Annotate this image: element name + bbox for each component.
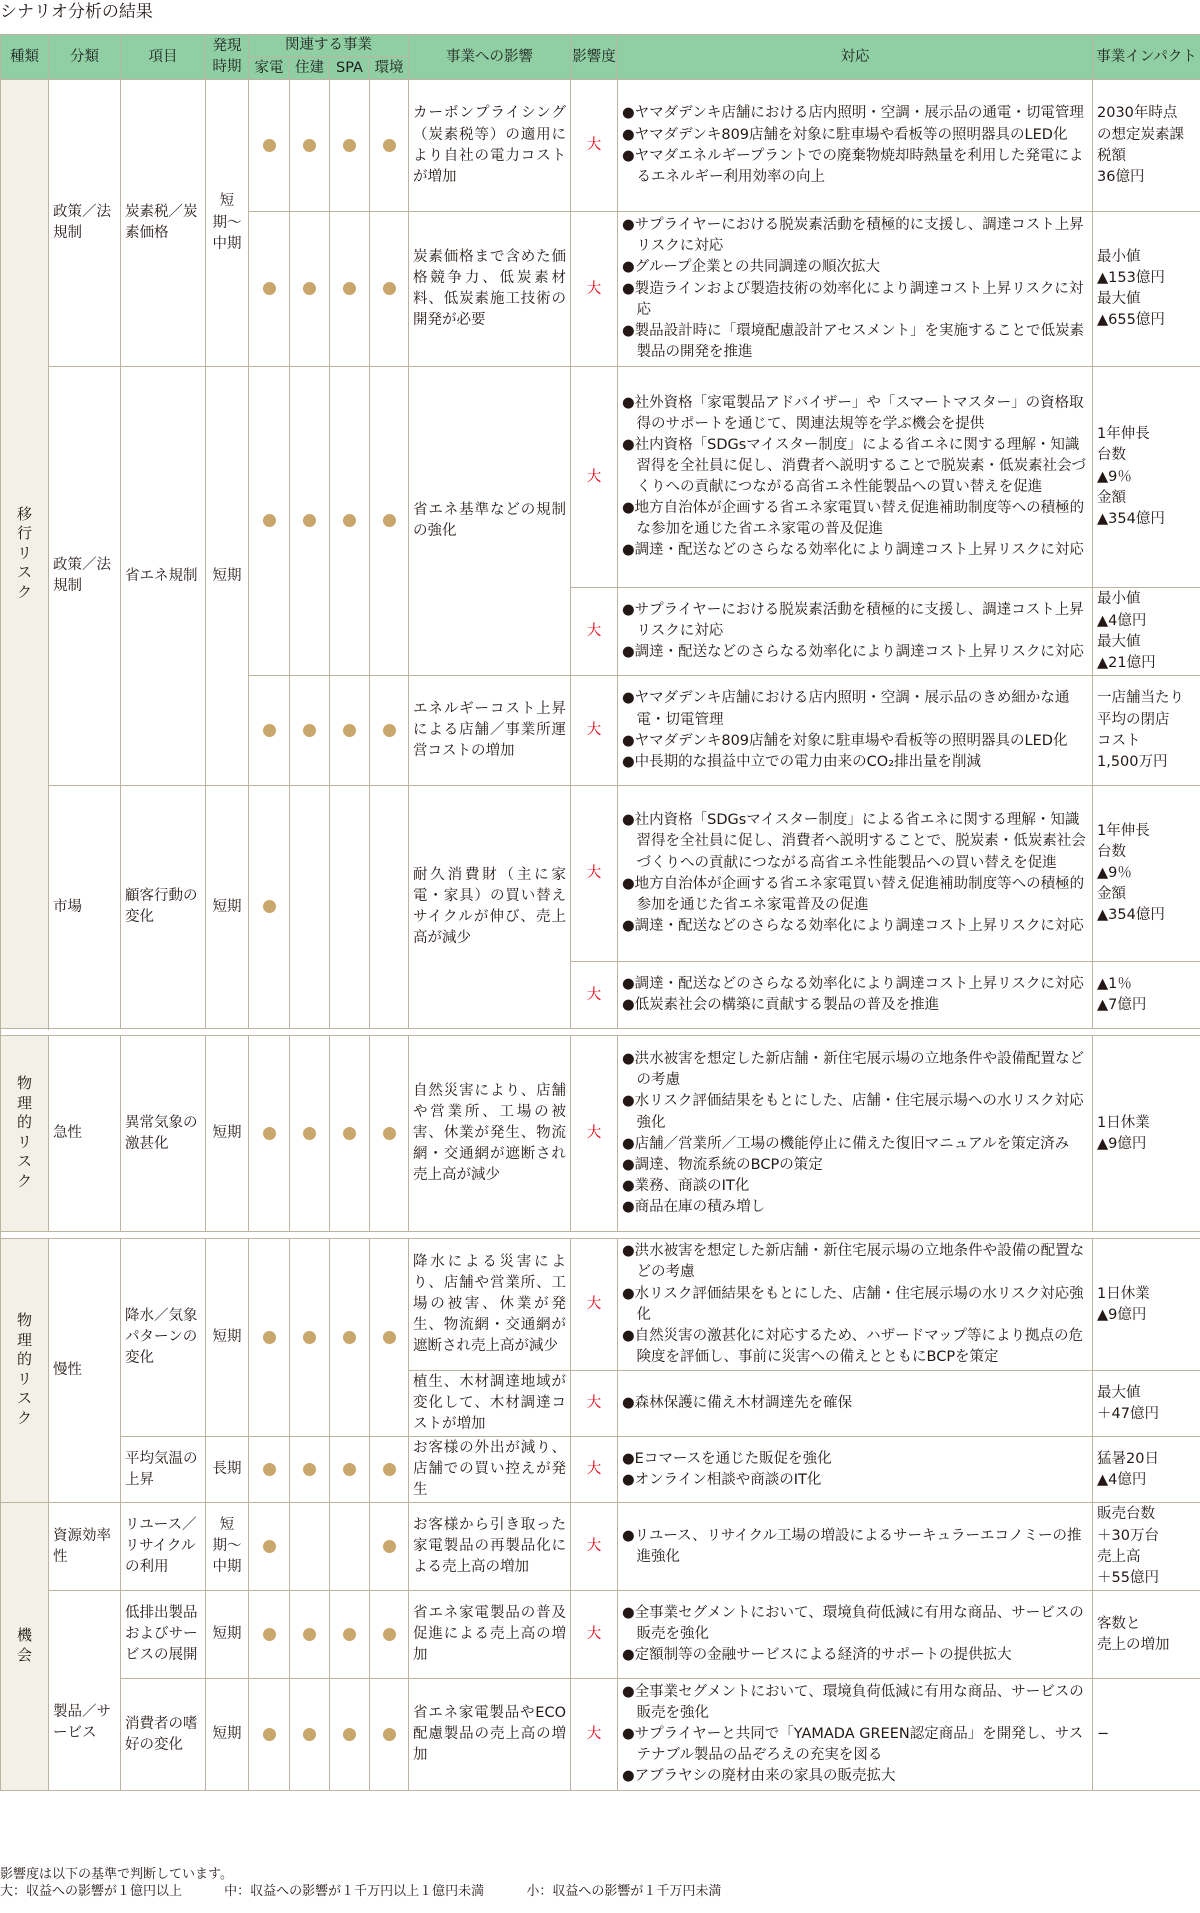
- response-cell: [618, 367, 1093, 588]
- timing-cell: 長期: [206, 1437, 249, 1503]
- biz-dot-environment: [370, 1239, 409, 1437]
- impact-cell: [1093, 588, 1200, 676]
- dot-icon: [383, 1127, 396, 1140]
- dot-icon: [383, 514, 396, 527]
- timing-cell: 短期: [206, 367, 249, 786]
- impact-line: 客数と: [1097, 1615, 1141, 1632]
- criteria-small: 小：収益への影響が１千万円未満: [526, 1884, 722, 1899]
- impact-line: ＋47億円: [1097, 1405, 1159, 1422]
- response-item: ●水リスク評価結果をもとにした、店舗・住宅展示場への水リスク対応強化: [622, 1093, 1084, 1131]
- biz-dot-appliance: [249, 212, 290, 367]
- response-item: ●自然災害の激甚化に対応するため、ハザードマップ等により拠点の危険度を評価し、事前に災害への備えとともにBCPを策定: [622, 1327, 1083, 1365]
- biz-dot-spa: [330, 1503, 370, 1591]
- dot-icon: [303, 1331, 316, 1344]
- response-item: ●Eコマースを通じた販促を強化: [622, 1450, 832, 1467]
- dot-icon: [343, 1463, 356, 1476]
- dot-icon: [343, 514, 356, 527]
- response-cell: [618, 1036, 1093, 1232]
- degree-cell: 大: [571, 367, 618, 588]
- response-item: ●ヤマダデンキ店舗における店内照明・空調・展示品の通電・切電管理: [622, 105, 1084, 122]
- degree-cell: 大: [571, 786, 618, 962]
- header-effect: 事業への影響: [409, 35, 571, 80]
- response-item: ●洪水被害を想定した新店舗・新住宅展示場の立地条件や設備の配置などの考慮: [622, 1243, 1085, 1281]
- effect-cell: 自然災害により、店舗や営業所、工場の被害、休業が発生、物流網・交通網が遮断され売上高が減少: [409, 1036, 571, 1232]
- biz-dot-spa: [330, 367, 370, 676]
- response-item: ●ヤマダエネルギープラントでの廃棄物焼却時熱量を利用した発電によるエネルギー利用効率の向上: [622, 147, 1084, 185]
- item-cell: リユース／リサイクルの利用: [121, 1503, 206, 1591]
- biz-dot-appliance: [249, 1036, 290, 1232]
- header-biz-environment: 環境: [370, 58, 409, 80]
- response-item: ●社外資格「家電製品アドバイザー」や「スマートマスター」の資格取得のサポートを通じて、関連法規等を学ぶ機会を提供: [622, 394, 1084, 432]
- biz-dot-spa: [330, 676, 370, 786]
- class-cell: 資源効率性: [49, 1503, 121, 1591]
- impact-cell: [1093, 80, 1200, 212]
- item-cell: 異常気象の激甚化: [121, 1036, 206, 1232]
- dot-icon: [303, 1628, 316, 1641]
- biz-dot-appliance: [249, 80, 290, 212]
- biz-dot-spa: [330, 1437, 370, 1503]
- kind-opportunity: 機会: [1, 1503, 49, 1791]
- criteria-medium: 中：収益への影響が１千万円以上１億円未満: [224, 1884, 485, 1899]
- biz-dot-appliance: [249, 1437, 290, 1503]
- response-item: ●調達、物流系統のBCPの策定: [622, 1156, 823, 1173]
- impact-line: 最大値: [1097, 1384, 1141, 1401]
- header-related-business: 関連する事業: [249, 35, 409, 58]
- impact-line: ▲21億円: [1097, 654, 1156, 671]
- impact-line: 2030年時点: [1097, 105, 1178, 122]
- dot-icon: [263, 1331, 276, 1344]
- dot-icon: [263, 724, 276, 737]
- effect-cell: 省エネ基準などの規制の強化: [409, 367, 571, 676]
- impact-line: 一店舗当たり: [1097, 690, 1184, 707]
- impact-line: ▲153億円: [1097, 270, 1165, 286]
- dot-icon: [343, 139, 356, 152]
- biz-dot-environment: [370, 786, 409, 1029]
- impact-cell: [1093, 212, 1200, 367]
- response-item: ●森林保護に備え木材調達先を確保: [622, 1395, 853, 1411]
- biz-dot-environment: [370, 1679, 409, 1791]
- class-cell: 慢性: [49, 1239, 121, 1503]
- kind-physical-acute: 物理的リスク: [1, 1036, 49, 1232]
- impact-line: 金額: [1097, 886, 1126, 903]
- kind-physical-chronic: 物理的リスク: [1, 1239, 49, 1503]
- response-item: ●商品在庫の積み増し: [622, 1198, 766, 1215]
- response-cell: [618, 80, 1093, 212]
- class-cell: 急性: [49, 1036, 121, 1232]
- degree-cell: 大: [571, 1503, 618, 1591]
- response-cell: [618, 1437, 1093, 1503]
- dot-icon: [263, 514, 276, 527]
- header-row: [1, 35, 1200, 58]
- effect-cell: 炭素価格まで含めた価格競争力、低炭素材料、低炭素施工技術の開発が必要: [409, 212, 571, 367]
- degree-cell: 大: [571, 1239, 618, 1371]
- header-response: 対応: [618, 35, 1093, 80]
- dot-icon: [383, 282, 396, 295]
- header-kind: 種類: [1, 35, 49, 80]
- degree-cell: 大: [571, 676, 618, 786]
- response-cell: [618, 588, 1093, 676]
- header-biz-spa: SPA: [330, 58, 370, 80]
- dot-icon: [263, 1463, 276, 1476]
- impact-line: ▲9億円: [1097, 1135, 1147, 1152]
- effect-cell: お客様から引き取った家電製品の再製品化による売上高の増加: [409, 1503, 571, 1591]
- response-item: ●ヤマダデンキ809店舗を対象に駐車場や看板等の照明器具のLED化: [622, 126, 1068, 143]
- impact-line: 最小値: [1097, 248, 1141, 265]
- impact-line: 販売台数: [1097, 1506, 1155, 1523]
- impact-cell: [1093, 1679, 1200, 1791]
- criteria-large: 大：収益への影響が１億円以上: [0, 1884, 183, 1899]
- response-item: ●サプライヤーと共同で「YAMADA GREEN認定商品」を開発し、サステナブル製品の品ぞろえの充実を図る: [622, 1726, 1084, 1764]
- dot-icon: [383, 1628, 396, 1641]
- response-item: ●調達・配送などのさらなる効率化により調達コスト上昇リスクに対応: [622, 644, 1084, 661]
- response-item: ●製造ラインおよび製造技術の効率化により調達コスト上昇リスクに対応: [622, 280, 1084, 318]
- biz-dot-housing: [290, 212, 330, 367]
- impact-line: 1日休業: [1097, 1285, 1150, 1302]
- impact-line: 猛暑20日: [1097, 1450, 1159, 1467]
- effect-cell: 省エネ家電製品やECO配慮製品の売上高の増加: [409, 1679, 571, 1791]
- impact-line: 最大値: [1097, 291, 1141, 308]
- response-cell: [618, 1503, 1093, 1591]
- effect-cell: 耐久消費財（主に家電・家具）の買い替えサイクルが伸び、売上高が減少: [409, 786, 571, 1029]
- dot-icon: [263, 282, 276, 295]
- degree-cell: 大: [571, 1437, 618, 1503]
- table-row: [1, 1036, 1200, 1232]
- degree-cell: 大: [571, 588, 618, 676]
- table-row: [1, 1679, 1200, 1791]
- impact-line: 1年伸長: [1097, 822, 1150, 839]
- response-item: ●オンライン相談や商談のIT化: [622, 1471, 822, 1488]
- item-cell: 低排出製品およびサービスの展開: [121, 1591, 206, 1679]
- response-item: ●社内資格「SDGsマイスター制度」による省エネに関する理解・知識習得を全社員に促し、消費者へ説明することで脱炭素・低炭素社会づくりへの貢献につながる高省エネ性能製品への買い替えを促進: [622, 436, 1086, 496]
- biz-dot-environment: [370, 80, 409, 212]
- header-item: 項目: [121, 35, 206, 80]
- dot-icon: [343, 1628, 356, 1641]
- class-cell: 政策／法規制: [49, 80, 121, 367]
- impact-cell: [1093, 1371, 1200, 1437]
- response-item: ●調達・配送などのさらなる効率化により調達コスト上昇リスクに対応: [622, 976, 1084, 992]
- timing-cell: 短期: [206, 1591, 249, 1679]
- impact-cell: [1093, 786, 1200, 962]
- header-degree: 影響度: [571, 35, 618, 80]
- impact-line: ▲7億円: [1097, 997, 1147, 1014]
- dot-icon: [263, 1728, 276, 1741]
- impact-cell: [1093, 1503, 1200, 1591]
- impact-line: ▲4億円: [1097, 612, 1147, 629]
- dot-icon: [343, 282, 356, 295]
- response-item: ●ヤマダデンキ店舗における店内照明・空調・展示品のきめ細かな通電・切電管理: [622, 690, 1070, 728]
- impact-cell: [1093, 367, 1200, 588]
- dot-icon: [383, 1728, 396, 1741]
- impact-line: ▲354億円: [1097, 510, 1165, 527]
- table-row: [1, 367, 1200, 588]
- impact-line: 1,500万円: [1097, 753, 1168, 770]
- timing-cell: 短期: [206, 1239, 249, 1437]
- response-cell: [618, 1679, 1093, 1791]
- degree-cell: 大: [571, 80, 618, 212]
- response-item: ●グループ企業との共同調達の順次拡大: [622, 259, 880, 276]
- page-title: シナリオ分析の結果: [0, 2, 153, 22]
- impact-line: 1年伸長: [1097, 426, 1150, 443]
- degree-cell: 大: [571, 1371, 618, 1437]
- biz-dot-spa: [330, 1036, 370, 1232]
- response-cell: [618, 962, 1093, 1029]
- biz-dot-appliance: [249, 367, 290, 676]
- response-item: ●全事業セグメントにおいて、環境負荷低減に有用な商品、サービスの販売を強化: [622, 1683, 1084, 1721]
- timing-cell: 短期: [206, 1036, 249, 1232]
- impact-line: 36億円: [1097, 168, 1145, 185]
- header-class: 分類: [49, 35, 121, 80]
- biz-dot-spa: [330, 1591, 370, 1679]
- header-biz-appliance: 家電: [249, 58, 290, 80]
- response-cell: [618, 212, 1093, 367]
- footnote: [0, 1866, 759, 1900]
- biz-dot-housing: [290, 1591, 330, 1679]
- biz-dot-housing: [290, 1036, 330, 1232]
- biz-dot-spa: [330, 1679, 370, 1791]
- biz-dot-spa: [330, 1239, 370, 1437]
- biz-dot-housing: [290, 676, 330, 786]
- section-gap: [1, 1029, 1200, 1036]
- timing-cell: 短期〜中期: [206, 80, 249, 367]
- biz-dot-spa: [330, 786, 370, 1029]
- impact-line: ＋55億円: [1097, 1569, 1159, 1586]
- item-cell: 顧客行動の変化: [121, 786, 206, 1029]
- response-item: ●製品設計時に「環境配慮設計アセスメント」を実施することで低炭素製品の開発を推進: [622, 322, 1085, 360]
- dot-icon: [263, 1628, 276, 1641]
- footnote-intro: 影響度は以下の基準で判断しています。: [0, 1867, 233, 1882]
- dot-icon: [383, 1540, 396, 1553]
- dot-icon: [383, 139, 396, 152]
- biz-dot-housing: [290, 1679, 330, 1791]
- biz-dot-environment: [370, 212, 409, 367]
- impact-line: ▲655億円: [1097, 312, 1165, 329]
- response-cell: [618, 676, 1093, 786]
- response-item: ●店舗／営業所／工場の機能停止に備えた復旧マニュアルを策定済み: [622, 1135, 1070, 1152]
- table-row: [1, 1239, 1200, 1371]
- impact-line: 金額: [1097, 489, 1126, 506]
- dot-icon: [383, 1463, 396, 1476]
- biz-dot-appliance: [249, 1591, 290, 1679]
- biz-dot-environment: [370, 1591, 409, 1679]
- dot-icon: [343, 724, 356, 737]
- dot-icon: [303, 139, 316, 152]
- response-item: ●サプライヤーにおける脱炭素活動を積極的に支援し、調達コスト上昇リスクに対応: [622, 601, 1084, 639]
- response-item: ●アブラヤシの廃材由来の家具の販売拡大: [622, 1768, 896, 1785]
- biz-dot-environment: [370, 676, 409, 786]
- dot-icon: [263, 1540, 276, 1553]
- biz-dot-spa: [330, 212, 370, 367]
- impact-line: 売上高: [1097, 1548, 1141, 1565]
- response-item: ●洪水被害を想定した新店舗・新住宅展示場の立地条件や設備配置などの考慮: [622, 1051, 1085, 1089]
- impact-cell: [1093, 1239, 1200, 1371]
- dot-icon: [343, 1331, 356, 1344]
- class-cell: 市場: [49, 786, 121, 1029]
- item-cell: 省エネ規制: [121, 367, 206, 786]
- impact-cell: [1093, 962, 1200, 1029]
- response-cell: [618, 1371, 1093, 1437]
- biz-dot-housing: [290, 80, 330, 212]
- class-cell: 政策／法規制: [49, 367, 121, 786]
- response-item: ●中長期的な損益中立での電力由来のCO₂排出量を削減: [622, 753, 982, 770]
- header-biz-housing: 住建: [290, 58, 330, 80]
- impact-line: 平均の閉店: [1097, 711, 1170, 728]
- response-item: ●調達・配送などのさらなる効率化により調達コスト上昇リスクに対応: [622, 542, 1084, 559]
- response-cell: [618, 786, 1093, 962]
- biz-dot-spa: [330, 80, 370, 212]
- biz-dot-appliance: [249, 676, 290, 786]
- table-row: [1, 1591, 1200, 1679]
- impact-line: ▲9％: [1097, 468, 1132, 485]
- impact-line: 税額: [1097, 147, 1126, 164]
- effect-cell: カーボンプライシング（炭素税等）の適用により自社の電力コストが増加: [409, 80, 571, 212]
- dot-icon: [263, 900, 276, 913]
- table-row: [1, 80, 1200, 212]
- kind-transition-risk: 移行リスク: [1, 80, 49, 1029]
- impact-line: −: [1097, 1726, 1110, 1742]
- response-item: ●地方自治体が企画する省エネ家電買い替え促進補助制度等への積極的な参加を通じた省エネ家電の普及促進: [622, 500, 1085, 538]
- impact-line: ＋30万台: [1097, 1527, 1159, 1544]
- biz-dot-housing: [290, 1239, 330, 1437]
- response-item: ●ヤマダデンキ809店舗を対象に駐車場や看板等の照明器具のLED化: [622, 732, 1068, 749]
- dot-icon: [343, 1728, 356, 1741]
- impact-line: コスト: [1097, 732, 1141, 749]
- timing-cell: 短期: [206, 786, 249, 1029]
- biz-dot-environment: [370, 367, 409, 676]
- impact-line: 最小値: [1097, 591, 1141, 608]
- item-cell: 炭素税／炭素価格: [121, 80, 206, 367]
- effect-cell: お客様の外出が減り、店舗での買い控えが発生: [409, 1437, 571, 1503]
- response-cell: [618, 1239, 1093, 1371]
- scenario-table: [0, 34, 1200, 1791]
- biz-dot-environment: [370, 1036, 409, 1232]
- header-impact: 事業インパクト: [1093, 35, 1200, 80]
- response-item: ●定額制等の金融サービスによる経済的サポートの提供拡大: [622, 1647, 1012, 1664]
- biz-dot-environment: [370, 1437, 409, 1503]
- biz-dot-appliance: [249, 786, 290, 1029]
- dot-icon: [303, 1463, 316, 1476]
- biz-dot-housing: [290, 1503, 330, 1591]
- dot-icon: [383, 724, 396, 737]
- degree-cell: 大: [571, 1591, 618, 1679]
- dot-icon: [303, 1728, 316, 1741]
- biz-dot-appliance: [249, 1239, 290, 1437]
- effect-cell: エネルギーコスト上昇による店舗／事業所運営コストの増加: [409, 676, 571, 786]
- item-cell: 降水／気象パターンの変化: [121, 1239, 206, 1437]
- response-item: ●サプライヤーにおける脱炭素活動を積極的に支援し、調達コスト上昇リスクに対応: [622, 217, 1084, 255]
- dot-icon: [343, 1127, 356, 1140]
- impact-cell: [1093, 1437, 1200, 1503]
- impact-line: 台数: [1097, 843, 1126, 860]
- impact-line: ▲4億円: [1097, 1471, 1147, 1488]
- degree-cell: 大: [571, 1036, 618, 1232]
- dot-icon: [303, 724, 316, 737]
- biz-dot-housing: [290, 367, 330, 676]
- dot-icon: [303, 282, 316, 295]
- biz-dot-appliance: [249, 1503, 290, 1591]
- impact-line: 台数: [1097, 447, 1126, 464]
- timing-cell: 短期: [206, 1679, 249, 1791]
- class-cell: 製品／サービス: [49, 1591, 121, 1791]
- timing-cell: 短期〜中期: [206, 1503, 249, 1591]
- response-item: ●リユース、リサイクル工場の増設によるサーキュラーエコノミーの推進強化: [622, 1527, 1082, 1565]
- degree-cell: 大: [571, 1679, 618, 1791]
- impact-line: 1日休業: [1097, 1114, 1150, 1131]
- response-item: ●業務、商談のIT化: [622, 1177, 750, 1194]
- degree-cell: 大: [571, 212, 618, 367]
- dot-icon: [263, 1127, 276, 1140]
- impact-cell: [1093, 1591, 1200, 1679]
- header-timing: 発現時期: [206, 35, 249, 80]
- table-row: [1, 786, 1200, 962]
- impact-line: 売上の増加: [1097, 1636, 1170, 1653]
- effect-cell: 植生、木材調達地域が変化して、木材調達コストが増加: [409, 1371, 571, 1437]
- biz-dot-appliance: [249, 1679, 290, 1791]
- degree-cell: 大: [571, 962, 618, 1029]
- response-item: ●調達・配送などのさらなる効率化により調達コスト上昇リスクに対応: [622, 917, 1084, 934]
- response-cell: [618, 1591, 1093, 1679]
- impact-cell: [1093, 676, 1200, 786]
- impact-line: ▲354億円: [1097, 907, 1165, 924]
- response-item: ●低炭素社会の構築に貢献する製品の普及を推進: [622, 997, 940, 1014]
- impact-line: ▲1％: [1097, 976, 1132, 992]
- response-item: ●全事業セグメントにおいて、環境負荷低減に有用な商品、サービスの販売を強化: [622, 1604, 1084, 1642]
- item-cell: 消費者の嗜好の変化: [121, 1679, 206, 1791]
- dot-icon: [263, 139, 276, 152]
- effect-cell: 省エネ家電製品の普及促進による売上高の増加: [409, 1591, 571, 1679]
- biz-dot-environment: [370, 1503, 409, 1591]
- dot-icon: [303, 514, 316, 527]
- footnote-criteria: [0, 1883, 759, 1900]
- impact-line: ▲9億円: [1097, 1306, 1147, 1323]
- dot-icon: [383, 1331, 396, 1344]
- biz-dot-housing: [290, 786, 330, 1029]
- impact-line: 最大値: [1097, 633, 1141, 650]
- response-item: ●社内資格「SDGsマイスター制度」による省エネに関する理解・知識習得を全社員に促し、消費者へ説明することで、脱炭素・低炭素社会づくりへの貢献につながる高省エネ性能製品への買い替えを促進: [622, 812, 1086, 871]
- biz-dot-housing: [290, 1437, 330, 1503]
- response-item: ●水リスク評価結果をもとにした、店舗・住宅展示場の水リスク対応強化: [622, 1285, 1084, 1323]
- table-row: [1, 1503, 1200, 1591]
- section-gap: [1, 1232, 1200, 1239]
- table-row: [1, 1437, 1200, 1503]
- impact-line: ▲9％: [1097, 865, 1132, 881]
- item-cell: 平均気温の上昇: [121, 1437, 206, 1503]
- dot-icon: [303, 1127, 316, 1140]
- impact-line: の想定炭素課: [1097, 126, 1184, 143]
- response-item: ●地方自治体が企画する省エネ家電買い替え促進補助制度等への積極的参加を通じた省エネ家電普及の促進: [622, 875, 1085, 913]
- effect-cell: 降水による災害により、店舗や営業所、工場の被害、休業が発生、物流網・交通網が遮断され売上高が減少: [409, 1239, 571, 1371]
- impact-cell: [1093, 1036, 1200, 1232]
